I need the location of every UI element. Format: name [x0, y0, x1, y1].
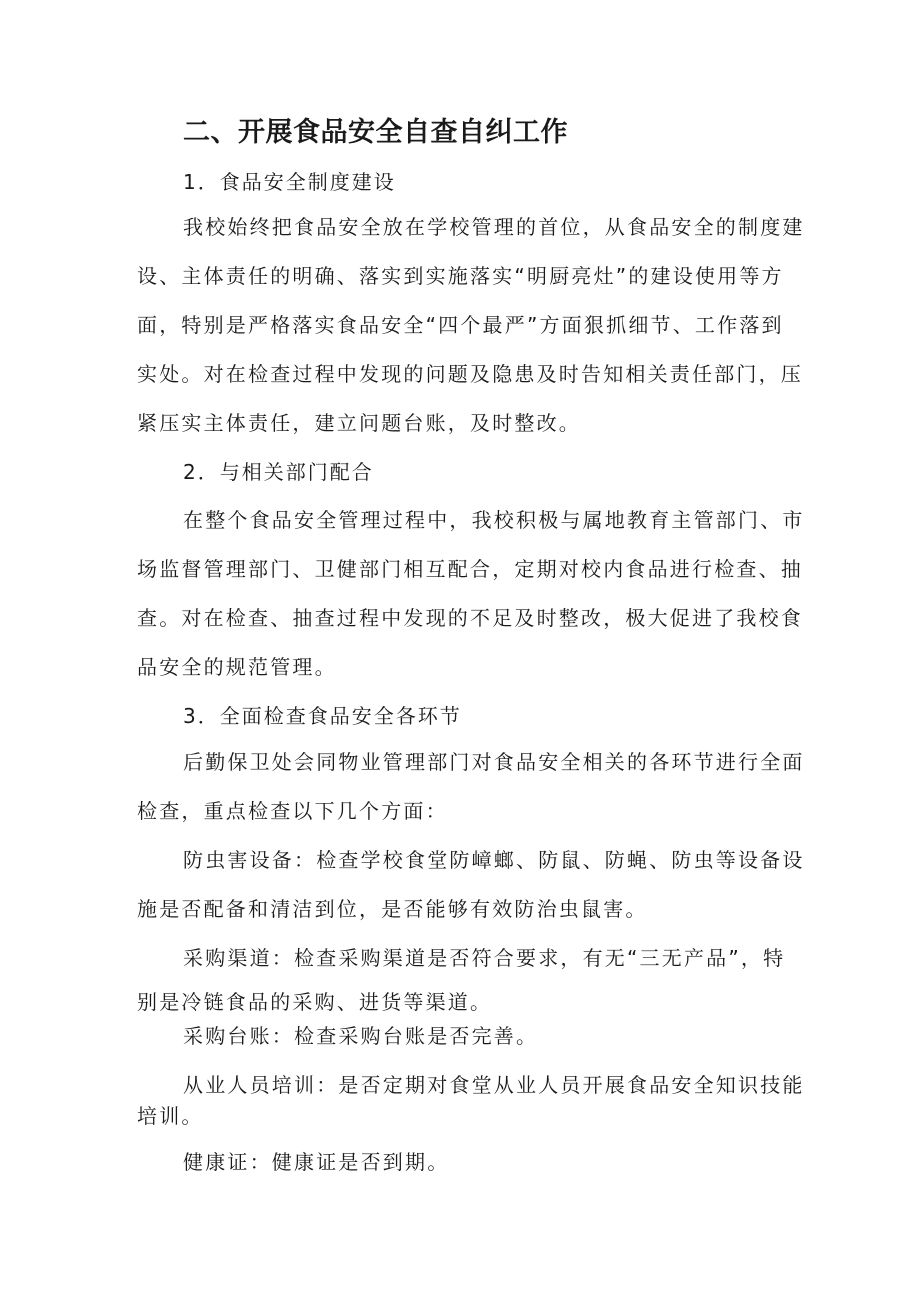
check-item-purchase-channel: 采购渠道：检查采购渠道是否符合要求，有无“三无产品”，特 [183, 946, 786, 970]
subsection-title-3: 3．全面检查食品安全各环节 [183, 704, 462, 728]
paragraph-line: 设、主体责任的明确、落实到实施落实“明厨亮灶”的建设使用等方 [137, 264, 784, 288]
check-item-staff-training-cont: 培训。 [137, 1104, 204, 1128]
subsection-title-2: 2．与相关部门配合 [183, 460, 374, 484]
paragraph-line: 紧压实主体责任，建立问题台账，及时整改。 [137, 411, 581, 435]
paragraph-line: 品安全的规范管理。 [137, 655, 337, 679]
paragraph-line: 实处。对在检查过程中发现的问题及隐患及时告知相关责任部门，压 [137, 362, 803, 386]
check-item-purchase-ledger: 采购台账：检查采购台账是否完善。 [183, 1024, 539, 1048]
paragraph-line: 场监督管理部门、卫健部门相互配合，定期对校内食品进行检查、抽 [137, 557, 803, 581]
check-item-health-certificate: 健康证：健康证是否到期。 [183, 1150, 450, 1174]
paragraph-line: 查。对在检查、抽查过程中发现的不足及时整改，极大促进了我校食 [137, 606, 803, 630]
check-item-staff-training: 从业人员培训：是否定期对食堂从业人员开展食品安全知识技能 [183, 1073, 805, 1097]
check-item-pest-control-cont: 施是否配备和清洁到位，是否能够有效防治虫鼠害。 [137, 897, 648, 921]
check-item-purchase-channel-cont: 别是冷链食品的采购、进货等渠道。 [137, 990, 493, 1014]
paragraph-line: 面，特别是严格落实食品安全“四个最严”方面狠抓细节、工作落到 [137, 313, 784, 337]
paragraph-line: 在整个食品安全管理过程中，我校积极与属地教育主管部门、市 [183, 508, 805, 532]
check-item-pest-control: 防虫害设备：检查学校食堂防嶂螂、防鼠、防蝇、防虫等设备设 [183, 848, 805, 872]
paragraph-line: 检查，重点检查以下几个方面： [137, 799, 448, 823]
paragraph-line: 后勤保卫处会同物业管理部门对食品安全相关的各环节进行全面 [183, 750, 805, 774]
paragraph-line: 我校始终把食品安全放在学校管理的首位，从食品安全的制度建 [183, 215, 805, 239]
section-heading: 二、开展食品安全自查自纠工作 [183, 117, 568, 148]
subsection-title-1: 1．食品安全制度建设 [183, 170, 396, 194]
